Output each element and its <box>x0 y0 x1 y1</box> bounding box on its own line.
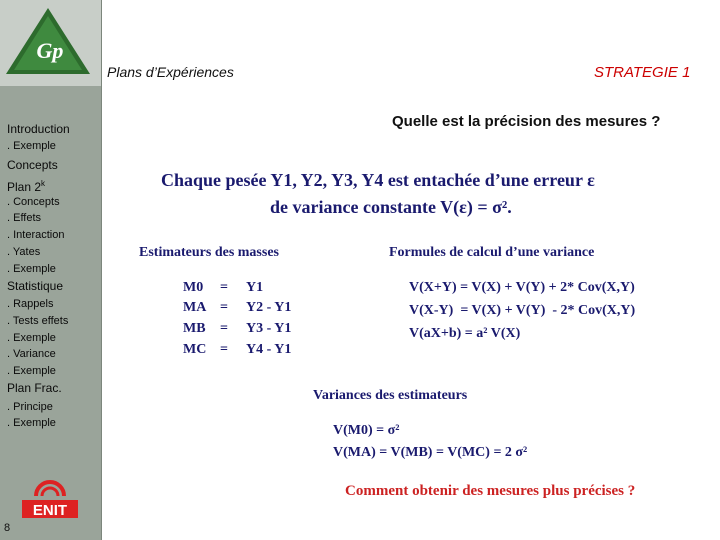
estimator-mc-eq: = <box>220 342 228 357</box>
nav-concepts-effets[interactable]: . Effets <box>7 212 42 224</box>
nav-concepts[interactable]: Concepts <box>7 158 58 172</box>
nav-plan-2k[interactable]: Plan 2$^k$ <box>7 179 46 194</box>
section-title: STRATEGIE 1 <box>594 64 691 81</box>
enit-logo <box>16 470 84 522</box>
nav-concepts-yates[interactable]: . Yates <box>7 246 41 258</box>
estimator-ma-lhs: MA <box>183 300 207 315</box>
gp-logo <box>0 0 101 86</box>
formula-affine: V(aX+b) = a² V(X) <box>409 326 521 341</box>
estimator-mb-lhs: MB <box>183 321 206 336</box>
nav-stat-tests-effets[interactable]: . Tests effets <box>7 315 69 327</box>
nav-stat-exemple[interactable]: . Exemple <box>7 332 56 344</box>
nav-introduction[interactable]: Introduction <box>7 122 70 136</box>
nav-statistique[interactable]: Statistique <box>7 279 64 293</box>
nav-stat-variance[interactable]: . Variance <box>7 348 56 360</box>
formula-difference: V(X-Y) = V(X) + V(Y) - 2* Cov(X,Y) <box>409 303 636 318</box>
formula-sum: V(X+Y) = V(X) + V(Y) + 2* Cov(X,Y) <box>409 280 635 295</box>
statement-line-2: de variance constante V(ε) = σ². <box>270 197 512 217</box>
nav-stat-rappels[interactable]: . Rappels <box>7 298 54 310</box>
nav-concepts-exemple[interactable]: . Exemple <box>7 263 56 275</box>
nav-frac-exemple[interactable]: . Exemple <box>7 417 56 429</box>
estimator-ma-rhs: Y2 - Y1 <box>246 300 292 315</box>
nav-intro-exemple[interactable]: . Exemple <box>7 140 56 152</box>
variance-ma-mb-mc: V(MA) = V(MB) = V(MC) = 2 σ² <box>333 445 528 460</box>
nav-concepts-interaction[interactable]: . Interaction <box>7 229 65 241</box>
nav-stat-exemple-2[interactable]: . Exemple <box>7 365 56 377</box>
page-number: 8 <box>4 522 11 534</box>
nav-concepts-concepts[interactable]: . Concepts <box>7 196 60 208</box>
variance-m0: V(M0) = σ² <box>333 423 400 438</box>
enit-logo-text: ENIT <box>32 502 68 519</box>
estimator-mb-eq: = <box>220 321 228 336</box>
course-title: Plans d’Expériences <box>107 64 234 80</box>
nav-plan-frac[interactable]: Plan Frac. <box>7 381 62 395</box>
nav-frac-principe[interactable]: . Principe <box>7 401 53 413</box>
closing-question: Comment obtenir des mesures plus précises ? <box>345 483 636 499</box>
estimator-ma-eq: = <box>220 300 228 315</box>
logo-text: Gp <box>36 38 64 63</box>
statement-line-1: Chaque pesée Y1, Y2, Y3, Y4 est entachée d’une erreur ε <box>161 170 595 190</box>
question-heading: Quelle est la précision des mesures ? <box>392 113 661 130</box>
estimator-m0-lhs: M0 <box>183 280 204 295</box>
estimator-m0-rhs: Y1 <box>246 280 264 295</box>
variances-header: Variances des estimateurs <box>313 388 468 403</box>
estimator-mc-rhs: Y4 - Y1 <box>246 342 292 357</box>
estimator-mb-rhs: Y3 - Y1 <box>246 321 292 336</box>
estimators-header: Estimateurs des masses <box>139 245 279 260</box>
estimator-m0-eq: = <box>220 280 228 295</box>
estimator-mc-lhs: MC <box>183 342 207 357</box>
sidebar <box>0 0 102 540</box>
formulas-header: Formules de calcul d’une variance <box>389 245 595 260</box>
